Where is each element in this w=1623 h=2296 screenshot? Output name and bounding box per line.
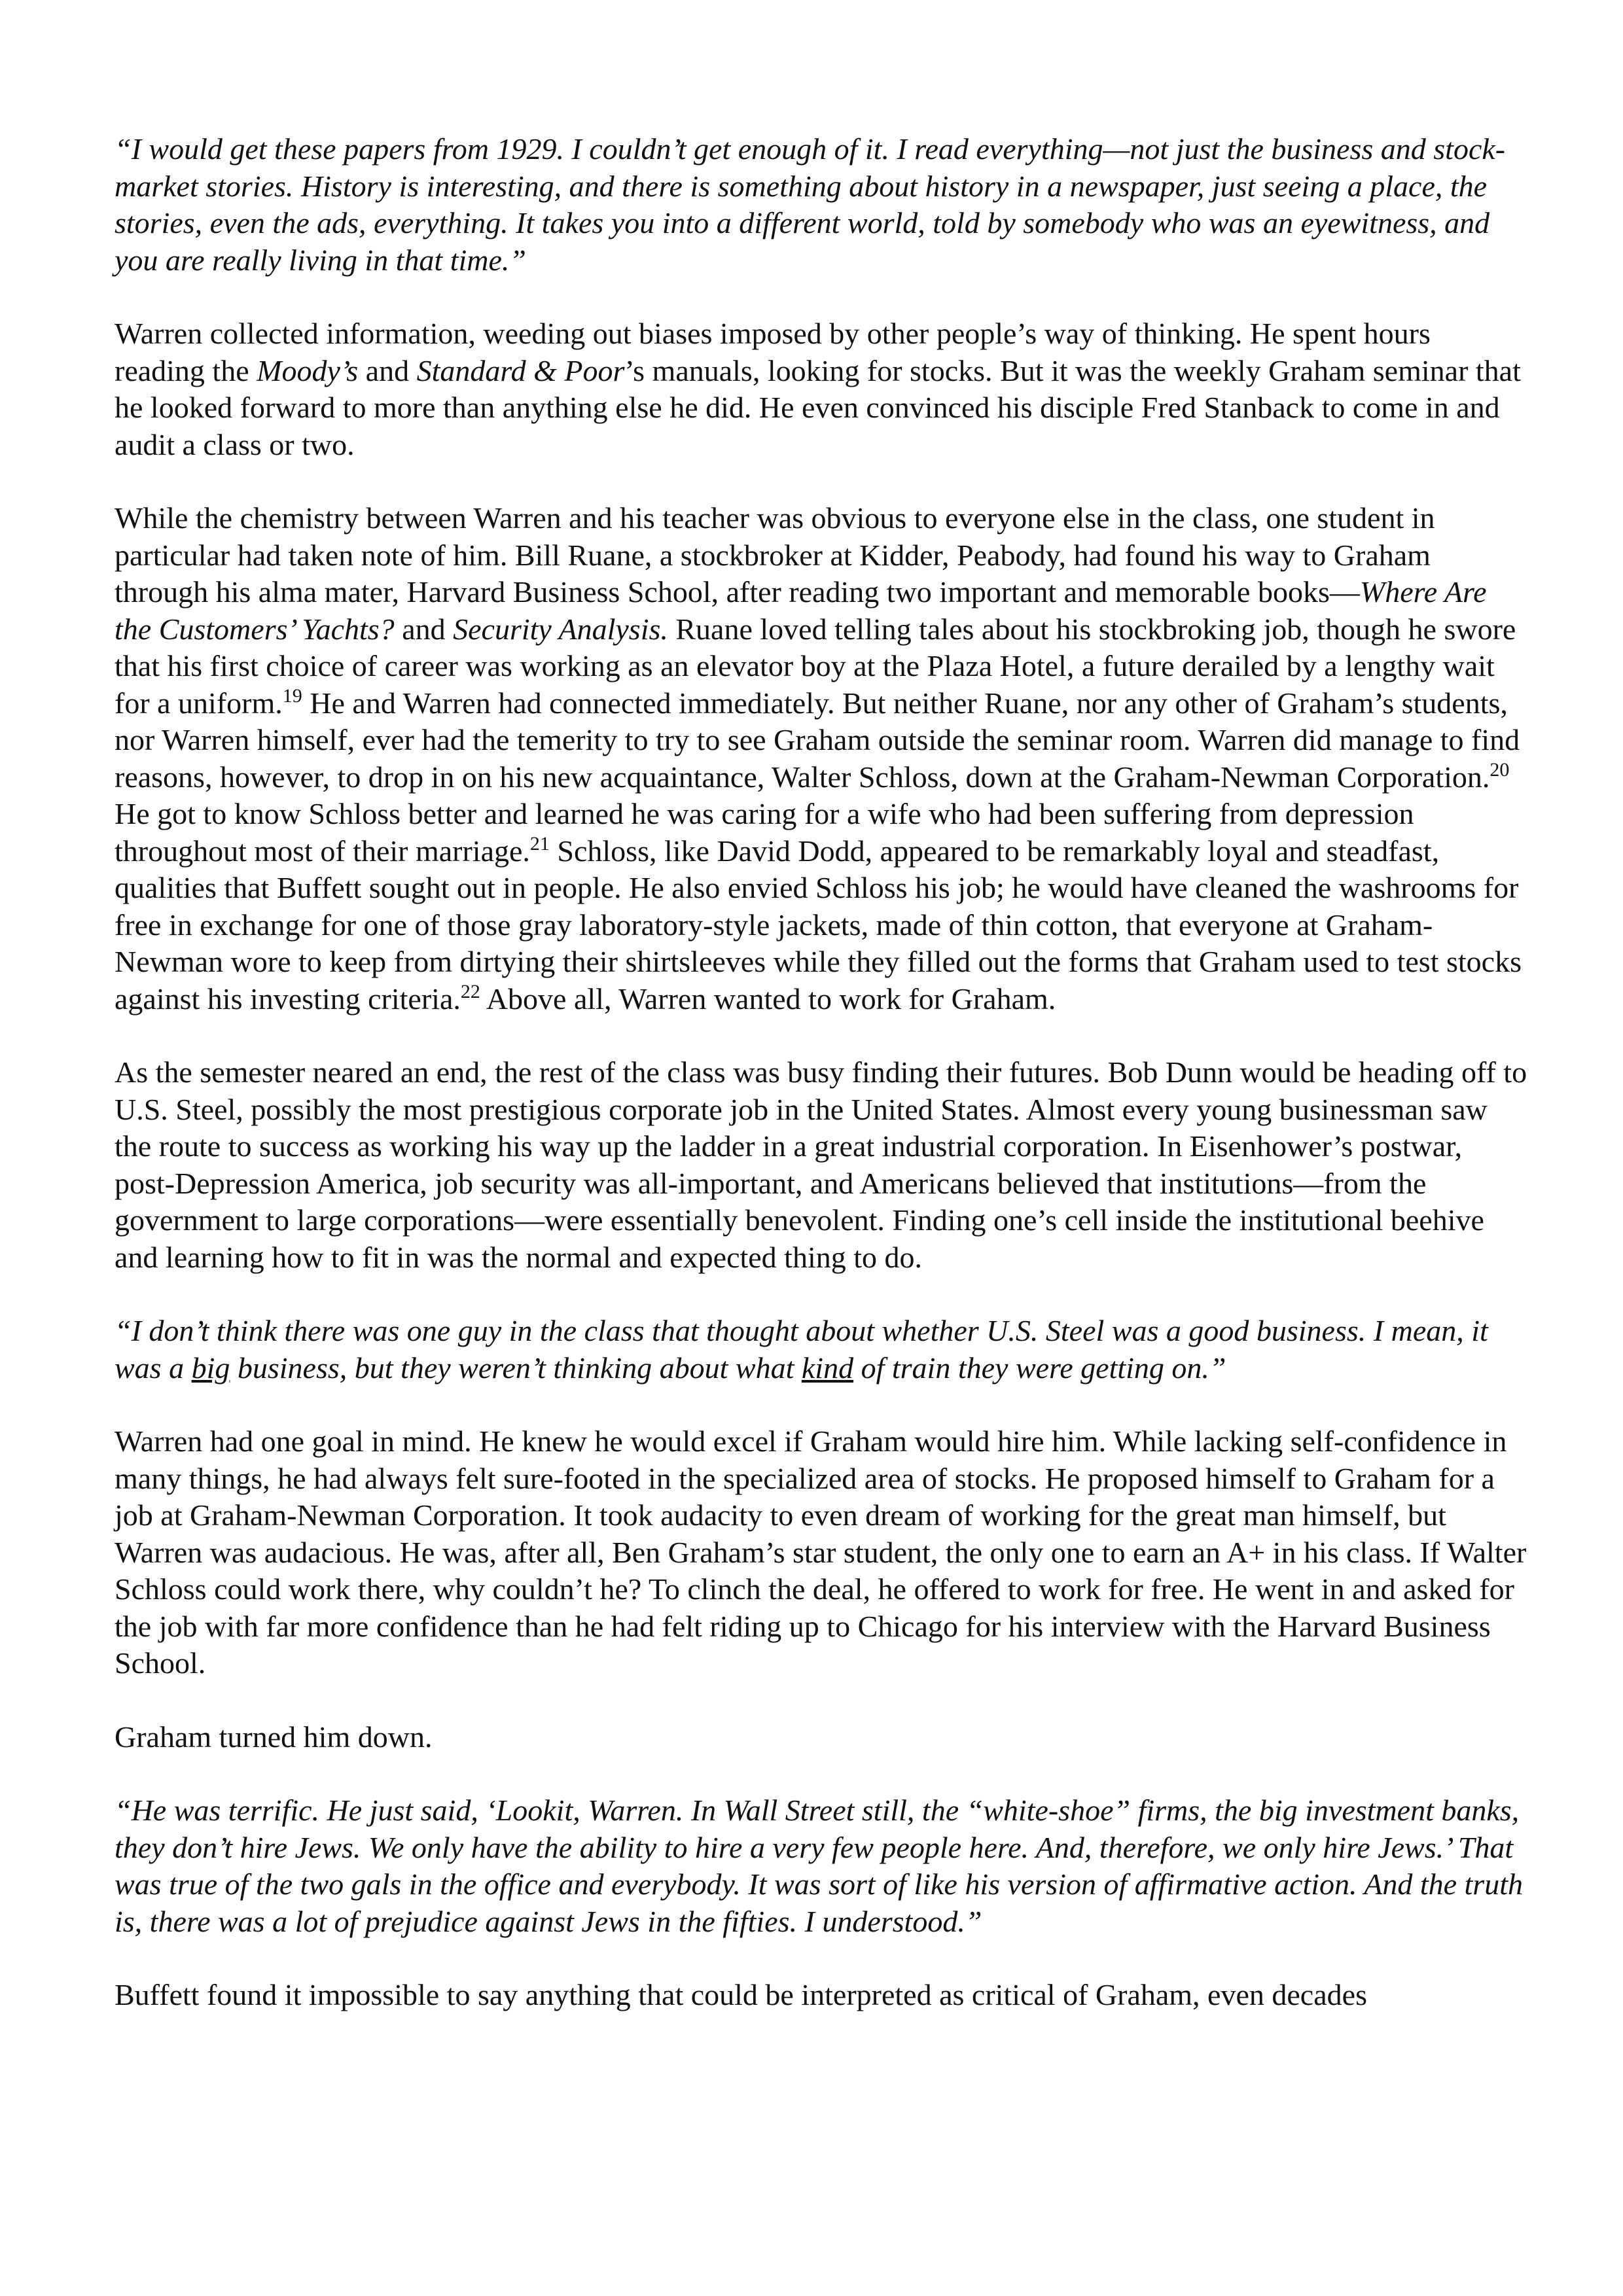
text-run: He got to know Schloss better and learned he was caring for a wife who had been suffering from depression throughout most of their marriage.	[115, 797, 1414, 868]
text-run: He and Warren had connected immediately. But neither Ruane, nor any other of Graham’s students, nor Warren himself, ever had the temerity to try to see Graham outside the seminar room. Warren did manage to find reasons, however, to drop in on his new acquaintance, Walter Schloss, down at the Graham-Newman Corporation.	[115, 686, 1520, 794]
text-run: “I don’t think there was one guy in the class that thought about whether U.S. Steel was a good business. I mean, it was a	[115, 1314, 1488, 1385]
text-run: As the semester neared an end, the rest of the class was busy finding their futures. Bob Dunn would be heading off to U.S. Steel, possibly the most prestigious corporate job in the United States. Almost every young businessman saw the route to success as working his way up the ladder in a great industrial corporation. In Eisenhower’s postwar, post-Depression America, job security was all-important, and Americans believed that institutions—from the government to large corporations—were essentially benevolent. Finding one’s cell inside the institutional beehive and learning how to fit in was the normal and expected thing to do.	[115, 1055, 1527, 1274]
text-run: Schloss, like David Dodd, appeared to be remarkably loyal and steadfast, qualities that Buffett sought out in people. He also envied Schloss his job; he would have cleaned the washrooms for free in exchange for one of those gray laboratory-style jackets, made of thin cotton, that everyone at Graham-Newman wore to keep from dirtying their shirtsleeves while they filled out the forms that Graham used to test stocks against his investing criteria.	[115, 834, 1522, 1016]
body-paragraph	[115, 1054, 1528, 1276]
underlined-text: big	[191, 1351, 230, 1385]
footnote-ref: 19	[282, 684, 302, 707]
text-run: Ruane loved telling tales about his stockbroking job, though he swore that his first choice of career was working as an elevator boy at the Plaza Hotel, a future derailed by a lengthy wait for a uniform.	[115, 612, 1516, 720]
footnote-ref: 22	[460, 980, 480, 1002]
body-paragraph	[115, 1423, 1528, 1682]
footnote-ref: 21	[529, 832, 550, 855]
quote-paragraph	[115, 1792, 1528, 1940]
text-run: “I would get these papers from 1929. I couldn’t get enough of it. I read everything—not just the business and stock-market stories. History is interesting, and there is something about history in a newspaper, just seeing a place, the stories, even the ads, everything. It takes you into a different world, told by somebody who was an eyewitness, and you are really living in that time.”	[115, 132, 1506, 277]
body-paragraph	[115, 500, 1528, 1017]
text-run: Buffett found it impossible to say anything that could be interpreted as critical of Graham, even decades	[115, 1978, 1367, 2011]
text-run: “He was terrific. He just said, ‘Lookit, Warren. In Wall Street still, the “white-shoe” firms, the big investment banks, they don’t hire Jews. We only have the ability to hire a very few people here. And, therefore, we only hire Jews.’ That was true of the two gals in the office and everybody. It was sort of like his version of affirmative action. And the truth is, there was a lot of prejudice against Jews in the fifties. I understood.”	[115, 1793, 1523, 1938]
italic-text: Moody’s	[257, 353, 359, 387]
text-run: While the chemistry between Warren and his teacher was obvious to everyone else in the class, one student in particular had taken note of him. Bill Ruane, a stockbroker at Kidder, Peabody, had found his way to Graham through his alma mater, Harvard Business School, after reading two important and memorable books—	[115, 501, 1435, 609]
text-run: and	[394, 612, 454, 646]
text-run: and	[358, 353, 417, 387]
italic-text: Security Analysis.	[453, 612, 668, 646]
document-page	[115, 131, 1528, 2051]
text-run: Warren had one goal in mind. He knew he would excel if Graham would hire him. While lacking self-confidence in many things, he had always felt sure-footed in the specialized area of stocks. He proposed himself to Graham for a job at Graham-Newman Corporation. It took audacity to even dream of working for the great man himself, but Warren was audacious. He was, after all, Ben Graham’s star student, the only one to earn an A+ in his class. If Walter Schloss could work there, why couldn’t he? To clinch the deal, he offered to work for free. He went in and asked for the job with far more confidence than he had felt riding up to Chicago for his interview with the Harvard Business School.	[115, 1424, 1527, 1680]
quote-paragraph	[115, 1313, 1528, 1386]
body-paragraph	[115, 1977, 1528, 2014]
footnote-ref: 20	[1489, 758, 1510, 781]
body-paragraph	[115, 315, 1528, 463]
text-run: business, but they weren’t thinking about what	[230, 1351, 802, 1385]
italic-text: Where Are the Customers’ Yachts?	[115, 575, 1487, 646]
quote-paragraph	[115, 131, 1528, 279]
text-run: Warren collected information, weeding out biases imposed by other people’s way of thinking. He spent hours reading the	[115, 317, 1431, 387]
italic-text: Standard & Poor	[416, 353, 625, 387]
body-paragraph	[115, 1719, 1528, 1756]
text-run: ’s manuals, looking for stocks. But it was the weekly Graham seminar that he looked forward to more than anything else he did. He even convinced his disciple Fred Stanback to come in and audit a class or two.	[115, 353, 1521, 461]
text-run: Graham turned him down.	[115, 1720, 433, 1754]
underlined-text: kind	[801, 1351, 854, 1385]
text-run: of train they were getting on.”	[853, 1351, 1226, 1385]
text-run: Above all, Warren wanted to work for Graham.	[480, 981, 1056, 1016]
